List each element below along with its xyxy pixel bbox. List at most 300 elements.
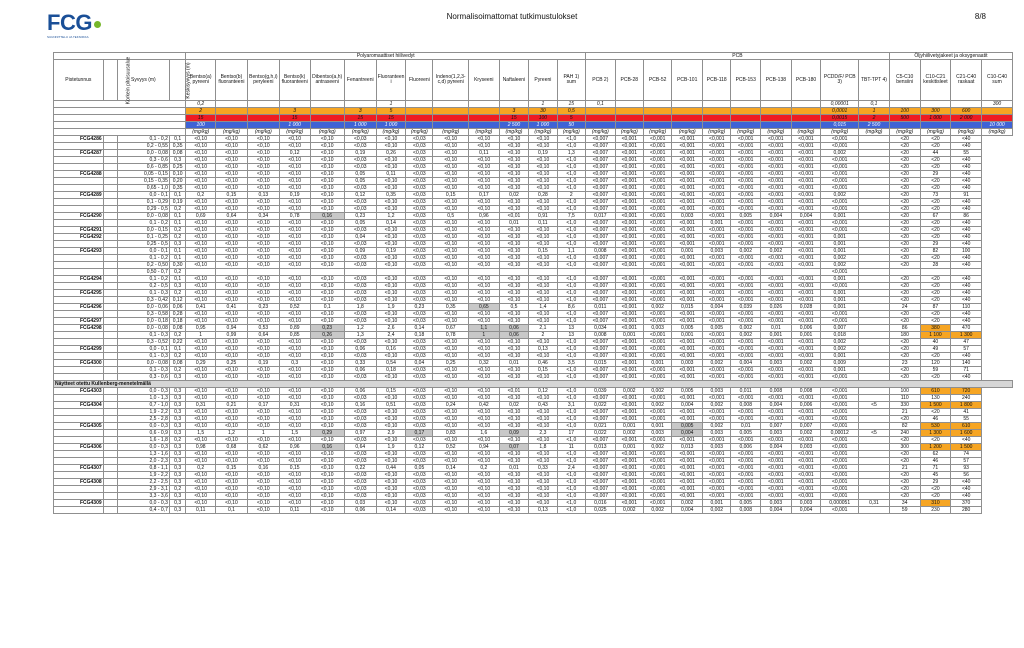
table-row	[54, 199, 1013, 206]
table-row	[54, 192, 1013, 199]
result-cell: 0,009	[821, 360, 859, 367]
guideline-value: 30	[529, 108, 557, 115]
result-cell: 1 300	[951, 332, 982, 339]
result-cell: <0,10	[433, 262, 468, 269]
result-cell: 0,20	[169, 178, 186, 185]
result-cell: <0,10	[499, 150, 529, 157]
result-cell: <0,10	[215, 479, 247, 486]
result-cell	[406, 269, 433, 276]
result-cell: 0,15 - 0,35	[117, 178, 169, 185]
result-cell: 0,50 - 0,7	[117, 269, 169, 276]
table-row	[54, 178, 1013, 185]
result-cell	[103, 255, 117, 262]
result-cell: <0,10	[468, 255, 499, 262]
result-cell: <20	[889, 185, 920, 192]
result-cell: <0,001	[731, 262, 761, 269]
result-cell: <0,001	[731, 276, 761, 283]
logo-tagline: SUUNNITTELU JA TEKNIIKKA	[47, 35, 89, 39]
result-cell: 1,9 - 2,2	[117, 472, 169, 479]
result-cell: <0,001	[615, 304, 643, 311]
result-cell: 0,034	[586, 325, 616, 332]
result-cell: 2,9 - 3,1	[117, 486, 169, 493]
result-cell: 0,001	[761, 332, 792, 339]
guideline-value	[761, 101, 792, 108]
result-cell: 0,46	[529, 360, 557, 367]
result-cell: 23	[889, 360, 920, 367]
result-cell: 0,94	[468, 444, 499, 451]
result-cell: <0,03	[406, 472, 433, 479]
guideline-value: 1	[529, 101, 557, 108]
result-cell: <0,10	[529, 318, 557, 325]
result-cell: <0,001	[731, 451, 761, 458]
point-id: FCG4296	[54, 304, 104, 311]
result-cell: <0,10	[186, 458, 216, 465]
result-cell: <0,10	[279, 178, 310, 185]
result-cell: 0,0 - 0,1	[117, 192, 169, 199]
point-id: FCG4290	[54, 213, 104, 220]
result-cell: <0,001	[761, 199, 792, 206]
guideline-value: 15	[557, 101, 585, 108]
guideline-value	[310, 101, 344, 108]
result-cell: <20	[920, 283, 951, 290]
result-cell: <0,03	[344, 290, 376, 297]
result-cell: <20	[889, 241, 920, 248]
result-cell	[859, 255, 890, 262]
result-cell: <20	[889, 451, 920, 458]
result-cell: 140	[951, 360, 982, 367]
result-cell: 0,64	[215, 213, 247, 220]
result-cell: <0,10	[433, 507, 468, 514]
result-cell: 46	[920, 458, 951, 465]
result-cell: 1	[468, 332, 499, 339]
result-cell: <0,001	[672, 465, 703, 472]
table-row	[54, 388, 1013, 395]
guideline-value	[468, 108, 499, 115]
guideline-value	[247, 115, 279, 122]
result-cell: <0,001	[703, 276, 731, 283]
result-cell: <0,03	[344, 136, 376, 143]
result-cell: <0,10	[376, 423, 406, 430]
result-cell: 0,001	[821, 241, 859, 248]
result-cell: <0,001	[672, 262, 703, 269]
result-cell: <0,03	[406, 283, 433, 290]
result-cell: <0,001	[672, 136, 703, 143]
result-cell: 0,004	[703, 304, 731, 311]
result-cell: <0,10	[529, 199, 557, 206]
result-cell: 0,1	[310, 304, 344, 311]
result-cell: <0,10	[215, 255, 247, 262]
result-cell: 2	[529, 332, 557, 339]
guideline-value: 5	[557, 115, 585, 122]
result-cell: <0,03	[406, 353, 433, 360]
result-cell: <0,001	[643, 346, 671, 353]
result-cell: <0,007	[586, 157, 616, 164]
result-cell: <0,10	[310, 143, 344, 150]
table-row	[54, 465, 1013, 472]
result-cell: 0,002	[821, 346, 859, 353]
result-cell: <0,10	[433, 311, 468, 318]
result-cell: 1,0 - 1,3	[117, 395, 169, 402]
result-cell: 0,3 - 0,52	[117, 339, 169, 346]
point-id: FCG4307	[54, 465, 104, 472]
result-cell: <0,03	[344, 276, 376, 283]
table-row	[54, 304, 1013, 311]
result-cell: 0,19	[247, 360, 279, 367]
result-cell: <0,03	[406, 227, 433, 234]
guideline-value: 0,5	[557, 108, 585, 115]
result-cell: <0,001	[761, 297, 792, 304]
result-cell: 1,4	[529, 304, 557, 311]
result-cell: <0,001	[731, 297, 761, 304]
result-cell: <20	[920, 199, 951, 206]
result-cell: 0,003	[791, 500, 821, 507]
result-cell: 0,5	[499, 304, 529, 311]
result-cell: <0,001	[821, 472, 859, 479]
point-id: FCG4288	[54, 171, 104, 178]
result-cell: <0,10	[247, 388, 279, 395]
result-cell: <0,001	[672, 276, 703, 283]
result-cell: <20	[889, 171, 920, 178]
result-cell: <0,10	[529, 171, 557, 178]
result-cell: <0,10	[279, 171, 310, 178]
result-cell: 0,2	[169, 367, 186, 374]
result-cell: <0,10	[468, 178, 499, 185]
result-cell: <0,007	[586, 171, 616, 178]
result-cell: <0,10	[279, 500, 310, 507]
result-cell: <0,001	[615, 297, 643, 304]
result-cell: <1,0	[557, 507, 585, 514]
guideline-value: 0,00001	[821, 101, 859, 108]
result-cell: 0,008	[761, 388, 792, 395]
result-cell: <1,0	[557, 479, 585, 486]
result-cell: <0,10	[376, 241, 406, 248]
result-cell: 1 200	[920, 444, 951, 451]
result-cell: <0,10	[215, 150, 247, 157]
result-cell: 55	[951, 150, 982, 157]
result-cell: 0,44	[376, 465, 406, 472]
result-cell: <0,10	[215, 395, 247, 402]
result-cell: <20	[920, 185, 951, 192]
result-cell: 0,002	[643, 507, 671, 514]
guideline-value	[703, 108, 731, 115]
result-cell: <40	[951, 143, 982, 150]
result-cell: 0,89	[279, 325, 310, 332]
result-cell: <0,10	[279, 227, 310, 234]
result-cell: <20	[920, 143, 951, 150]
result-cell	[103, 206, 117, 213]
result-cell: 0,1 - 0,29	[117, 199, 169, 206]
col-param: PCB-28	[615, 60, 643, 101]
result-cell: 0,0 - 0,08	[117, 213, 169, 220]
result-cell: 46	[920, 416, 951, 423]
result-cell: 120	[920, 360, 951, 367]
result-cell: <0,001	[791, 486, 821, 493]
point-id	[54, 486, 104, 493]
guideline-value: 15	[344, 115, 376, 122]
col-param: C10-C21 keskitisleet	[920, 60, 951, 101]
result-cell: <0,001	[643, 367, 671, 374]
result-cell: <0,001	[731, 346, 761, 353]
result-cell: <0,10	[310, 486, 344, 493]
result-cell: <1,0	[557, 136, 585, 143]
result-cell	[859, 220, 890, 227]
col-depth: Syvyys (m)	[117, 60, 169, 101]
result-cell: <0,001	[761, 171, 792, 178]
result-cell: 0,022	[586, 430, 616, 437]
result-cell: 0,11	[376, 171, 406, 178]
result-cell: <0,10	[529, 451, 557, 458]
result-cell	[951, 269, 982, 276]
result-cell: <0,03	[406, 241, 433, 248]
result-cell: 0,1	[169, 220, 186, 227]
result-cell: 0,16	[310, 444, 344, 451]
table-row	[54, 283, 1013, 290]
result-cell: 0,35	[376, 192, 406, 199]
result-cell: <0,001	[703, 395, 731, 402]
result-cell: <1,0	[557, 171, 585, 178]
result-cell: 0,001	[821, 353, 859, 360]
result-cell: <1,0	[557, 388, 585, 395]
result-cell: <40	[951, 276, 982, 283]
result-cell: <20	[889, 367, 920, 374]
result-cell: 0,001	[615, 444, 643, 451]
result-cell: <0,10	[499, 206, 529, 213]
point-id	[54, 374, 104, 381]
result-cell: <0,10	[468, 227, 499, 234]
result-cell: <0,007	[586, 136, 616, 143]
result-cell: 59	[889, 507, 920, 514]
result-cell: <1,0	[557, 353, 585, 360]
result-cell: <0,001	[672, 199, 703, 206]
result-cell: <0,001	[791, 178, 821, 185]
result-cell: 1,6 - 1,8	[117, 437, 169, 444]
result-cell	[859, 493, 890, 500]
result-cell: <0,001	[615, 318, 643, 325]
guideline-value	[672, 122, 703, 129]
result-cell: 0,25 - 0,5	[117, 241, 169, 248]
result-cell: 57	[951, 346, 982, 353]
point-id	[54, 493, 104, 500]
result-cell: <0,001	[791, 262, 821, 269]
result-cell: <0,10	[376, 451, 406, 458]
result-cell: <0,001	[703, 283, 731, 290]
guideline-value	[247, 108, 279, 115]
result-cell: <0,001	[703, 451, 731, 458]
result-cell: 0,29	[186, 360, 216, 367]
result-cell: <0,10	[499, 157, 529, 164]
result-cell: 0,1	[169, 136, 186, 143]
result-cell: <0,007	[586, 416, 616, 423]
result-cell: 2,9	[376, 430, 406, 437]
result-cell: <0,10	[499, 136, 529, 143]
result-cell: <0,10	[186, 241, 216, 248]
result-cell: <0,03	[344, 157, 376, 164]
table-row	[54, 360, 1013, 367]
result-cell: <0,10	[186, 171, 216, 178]
result-cell: 0,007	[791, 423, 821, 430]
result-cell: 0,1 - 0,3	[117, 290, 169, 297]
result-cell: <20	[889, 164, 920, 171]
guideline-value: 3	[499, 108, 529, 115]
result-cell	[859, 388, 890, 395]
result-cell: <0,10	[186, 283, 216, 290]
result-cell	[103, 143, 117, 150]
result-cell: <0,001	[615, 164, 643, 171]
unit-cell: (mg/kg)	[731, 129, 761, 136]
group-header-row	[54, 53, 1013, 60]
result-cell: 34	[889, 500, 920, 507]
result-cell: 0,26	[376, 150, 406, 157]
result-cell	[859, 339, 890, 346]
result-cell: <0,03	[406, 388, 433, 395]
result-cell: <0,001	[791, 416, 821, 423]
result-cell: <0,10	[186, 416, 216, 423]
result-cell: <0,10	[310, 339, 344, 346]
result-cell: 74	[951, 451, 982, 458]
result-cell: <0,001	[821, 465, 859, 472]
result-cell: 0,17	[468, 192, 499, 199]
result-cell: <0,10	[247, 486, 279, 493]
result-cell: <0,10	[529, 262, 557, 269]
result-cell: <0,001	[703, 290, 731, 297]
result-cell: 0,0 - 0,15	[117, 227, 169, 234]
result-cell: 1 100	[920, 332, 951, 339]
result-cell: <0,10	[433, 136, 468, 143]
result-cell: 0,002	[731, 332, 761, 339]
result-cell: 0,10	[169, 171, 186, 178]
point-id	[54, 507, 104, 514]
result-cell: <0,10	[186, 346, 216, 353]
result-cell: <0,10	[247, 164, 279, 171]
result-cell: <0,10	[376, 185, 406, 192]
result-cell	[859, 374, 890, 381]
result-cell: <0,001	[643, 192, 671, 199]
result-cell: <0,10	[186, 318, 216, 325]
guideline-value	[672, 101, 703, 108]
result-cell: <40	[951, 227, 982, 234]
result-cell: 0,003	[761, 360, 792, 367]
result-cell: 0,008	[731, 507, 761, 514]
result-cell: <0,10	[279, 367, 310, 374]
result-cell: 0,3	[169, 507, 186, 514]
result-cell: <0,10	[247, 374, 279, 381]
result-cell: <0,10	[215, 157, 247, 164]
result-cell: <0,001	[672, 297, 703, 304]
guideline-value	[215, 122, 247, 129]
result-cell: <0,001	[643, 185, 671, 192]
result-cell: <0,001	[615, 465, 643, 472]
result-cell: 0,2 - 0,55	[117, 143, 169, 150]
result-cell: <0,10	[186, 185, 216, 192]
col-param: C5-C10 bensiini	[889, 60, 920, 101]
result-cell: <0,10	[279, 346, 310, 353]
result-cell: <0,10	[433, 227, 468, 234]
result-cell: <1,0	[557, 297, 585, 304]
result-cell	[859, 479, 890, 486]
result-cell: <0,10	[376, 339, 406, 346]
col-param: Bentso(a) pyreeni	[186, 60, 216, 101]
result-cell: <0,10	[279, 220, 310, 227]
result-cell: <0,001	[615, 374, 643, 381]
guideline-row	[54, 101, 1013, 108]
result-cell: 0,001	[821, 213, 859, 220]
result-cell: <0,03	[344, 458, 376, 465]
result-cell: <20	[920, 206, 951, 213]
unit-cell: (mg/kg)	[310, 129, 344, 136]
point-id	[54, 416, 104, 423]
result-cell: <0,001	[643, 220, 671, 227]
result-cell: <0,10	[215, 178, 247, 185]
result-cell: <0,10	[433, 220, 468, 227]
result-cell: <0,001	[731, 150, 761, 157]
result-cell: <0,001	[615, 192, 643, 199]
guideline-value	[791, 101, 821, 108]
result-cell: <0,001	[791, 437, 821, 444]
result-cell: <0,001	[791, 458, 821, 465]
result-cell	[103, 360, 117, 367]
result-cell: 0,19	[529, 150, 557, 157]
result-cell: <1,0	[557, 472, 585, 479]
result-cell: <0,10	[279, 339, 310, 346]
result-cell: <0,001	[821, 227, 859, 234]
result-cell: <0,03	[406, 206, 433, 213]
result-cell: <0,007	[586, 318, 616, 325]
guideline-value	[468, 115, 499, 122]
result-cell: <40	[951, 318, 982, 325]
result-cell: 0,3 - 0,6	[117, 157, 169, 164]
result-cell: <40	[951, 199, 982, 206]
result-cell: <0,10	[279, 283, 310, 290]
result-cell: 0,09	[499, 430, 529, 437]
result-cell: <0,03	[406, 346, 433, 353]
unit-cell: (mg/kg)	[376, 129, 406, 136]
result-cell: <0,10	[499, 290, 529, 297]
result-cell: <0,10	[279, 388, 310, 395]
result-cell: <0,10	[279, 143, 310, 150]
result-cell: <0,10	[529, 185, 557, 192]
result-cell: <0,10	[529, 339, 557, 346]
result-cell: 0,0 - 0,08	[117, 150, 169, 157]
result-cell: <0,10	[529, 234, 557, 241]
result-cell	[103, 213, 117, 220]
result-cell: <0,10	[433, 171, 468, 178]
result-cell: 24	[889, 304, 920, 311]
result-cell: <0,03	[344, 423, 376, 430]
result-cell: 71	[951, 367, 982, 374]
result-cell: <0,10	[279, 416, 310, 423]
unit-cell: (mg/kg)	[499, 129, 529, 136]
result-cell: 62	[920, 451, 951, 458]
result-cell: 0,41	[215, 304, 247, 311]
result-cell: <0,10	[247, 171, 279, 178]
result-cell: <0,001	[791, 248, 821, 255]
point-id: FCG4308	[54, 479, 104, 486]
result-cell	[859, 325, 890, 332]
result-cell: <0,10	[279, 318, 310, 325]
result-cell: <0,10	[433, 199, 468, 206]
result-cell: 0,54	[376, 360, 406, 367]
unit-cell: (mg/kg)	[279, 129, 310, 136]
result-cell: 2,2 - 2,5	[117, 479, 169, 486]
result-cell: <0,03	[406, 374, 433, 381]
result-cell: 0,0 - 0,1	[117, 248, 169, 255]
result-cell: <0,001	[703, 178, 731, 185]
result-cell: 0,2	[169, 486, 186, 493]
result-cell: <0,001	[672, 255, 703, 262]
result-cell: 0,1	[169, 255, 186, 262]
result-cell: <0,10	[433, 451, 468, 458]
result-cell: <0,007	[586, 143, 616, 150]
